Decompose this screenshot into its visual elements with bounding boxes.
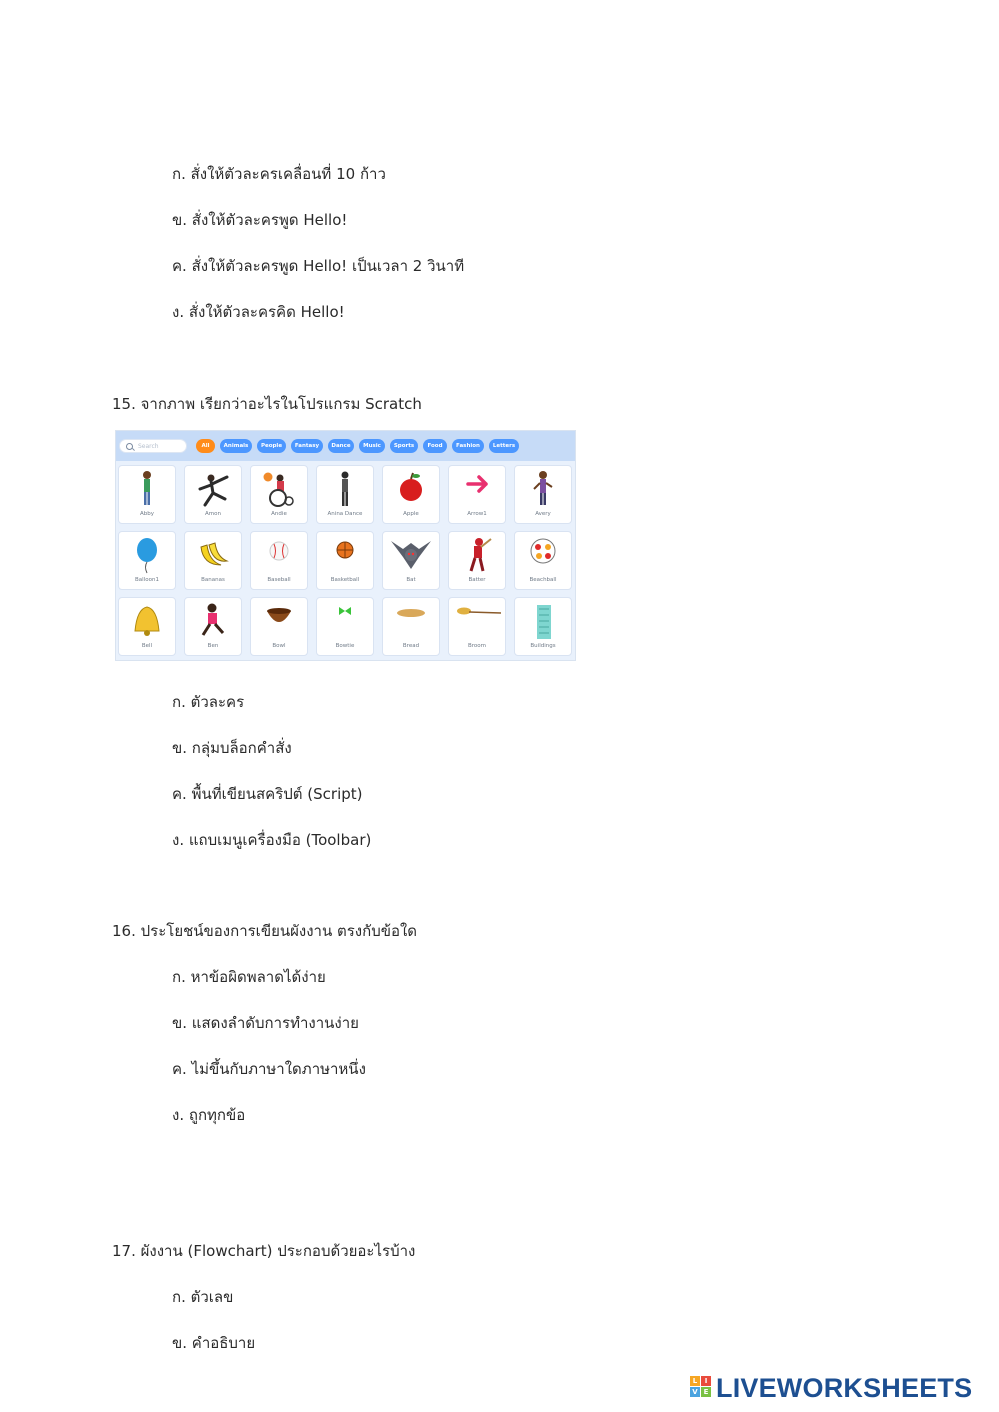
bowl-icon xyxy=(251,601,307,641)
q17-question: 17. ผังงาน (Flowchart) ประกอบด้วยอะไรบ้าง xyxy=(112,1242,416,1260)
tag-sports: Sports xyxy=(390,439,418,453)
q17-option-a[interactable]: ก. ตัวเลข xyxy=(172,1288,234,1306)
tag-dance: Dance xyxy=(328,439,354,453)
tag-food: Food xyxy=(423,439,447,453)
sprite-tile xyxy=(316,465,374,524)
sprite-name: Andie xyxy=(271,511,287,517)
sprite-tile xyxy=(382,597,440,656)
sprite-tile xyxy=(316,597,374,656)
q14-option-c[interactable]: ค. สั่งให้ตัวละครพูด Hello! เป็นเวลา 2 วินาที xyxy=(172,257,465,275)
sprite-tile xyxy=(514,465,572,524)
sprite-name: Amon xyxy=(205,511,221,517)
sprite-tile xyxy=(250,465,308,524)
logo-letter: V xyxy=(690,1387,700,1397)
sprite-name: Avery xyxy=(535,511,551,517)
q16-option-b[interactable]: ข. แสดงลำดับการทำงานง่าย xyxy=(172,1014,359,1032)
sprite-tile xyxy=(184,531,242,590)
q15-question: 15. จากภาพ เรียกว่าอะไรในโปรแกรม Scratch xyxy=(112,395,422,413)
sprite-tile xyxy=(382,465,440,524)
logo-grid-icon xyxy=(690,1376,712,1398)
girl-figure-icon xyxy=(515,469,571,509)
logo-letter: I xyxy=(701,1376,711,1386)
sprite-tile xyxy=(448,597,506,656)
arrow-icon xyxy=(449,469,505,509)
logo-letter: L xyxy=(690,1376,700,1386)
sprite-tile xyxy=(448,465,506,524)
sprite-tile xyxy=(250,597,308,656)
tag-fantasy: Fantasy xyxy=(291,439,323,453)
buildings-icon xyxy=(515,601,571,641)
girl-figure-icon xyxy=(119,469,175,509)
search-placeholder: Search xyxy=(138,443,159,450)
sprite-name: Buildings xyxy=(530,643,556,649)
bananas-icon xyxy=(185,535,241,575)
sprite-name: Abby xyxy=(140,511,154,517)
tag-letters: Letters xyxy=(489,439,519,453)
sprite-tile xyxy=(250,531,308,590)
bowtie-icon xyxy=(317,601,373,641)
q15-option-a[interactable]: ก. ตัวละคร xyxy=(172,693,245,711)
sprite-tile xyxy=(448,531,506,590)
q16-question: 16. ประโยชน์ของการเขียนผังงาน ตรงกับข้อใด xyxy=(112,922,418,940)
dancer-figure-icon xyxy=(185,469,241,509)
q15-option-c[interactable]: ค. พื้นที่เขียนสคริปต์ (Script) xyxy=(172,785,363,803)
q16-option-c[interactable]: ค. ไม่ขึ้นกับภาษาใดภาษาหนึ่ง xyxy=(172,1060,366,1078)
batter-figure-icon xyxy=(449,535,505,575)
bread-icon xyxy=(383,601,439,641)
sprite-name: Bowtie xyxy=(335,643,355,649)
broom-icon xyxy=(449,601,505,641)
sprite-name: Broom xyxy=(467,643,486,649)
basketball-icon xyxy=(317,535,373,575)
tag-music: Music xyxy=(359,439,385,453)
bat-icon xyxy=(383,535,439,575)
sprite-tile xyxy=(514,597,572,656)
sprite-name: Baseball xyxy=(267,577,291,583)
q14-option-a[interactable]: ก. สั่งให้ตัวละครเคลื่อนที่ 10 ก้าว xyxy=(172,165,386,183)
wheelchair-basketball-icon xyxy=(251,469,307,509)
q16-option-a[interactable]: ก. หาข้อผิดพลาดได้ง่าย xyxy=(172,968,326,986)
sprite-name: Batter xyxy=(468,577,486,583)
q15-option-d[interactable]: ง. แถบเมนูเครื่องมือ (Toolbar) xyxy=(172,831,372,849)
sprite-name: Bell xyxy=(141,643,153,649)
library-filter-bar xyxy=(116,431,575,461)
q15-option-b[interactable]: ข. กลุ่มบล็อกคำสั่ง xyxy=(172,739,292,757)
q16-option-d[interactable]: ง. ถูกทุกข้อ xyxy=(172,1106,246,1124)
search-icon xyxy=(126,443,133,450)
logo-text: LIVEWORKSHEETS xyxy=(716,1373,973,1403)
sprite-tile xyxy=(184,597,242,656)
sprite-tile xyxy=(118,531,176,590)
sprite-name: Apple xyxy=(403,511,419,517)
sprite-tile xyxy=(382,531,440,590)
tag-animals: Animals xyxy=(220,439,252,453)
tag-all: All xyxy=(196,439,215,453)
sprite-tile xyxy=(316,531,374,590)
apple-icon xyxy=(383,469,439,509)
sprite-name: Bread xyxy=(402,643,420,649)
logo-letter: E xyxy=(701,1387,711,1397)
beachball-icon xyxy=(515,535,571,575)
tag-people: People xyxy=(257,439,286,453)
baseball-icon xyxy=(251,535,307,575)
sprite-tile xyxy=(118,465,176,524)
q14-option-d[interactable]: ง. สั่งให้ตัวละครคิด Hello! xyxy=(172,303,345,321)
sprite-name: Bowl xyxy=(272,643,286,649)
scratch-sprite-library-image xyxy=(115,430,576,661)
bell-icon xyxy=(119,601,175,641)
q14-option-b[interactable]: ข. สั่งให้ตัวละครพูด Hello! xyxy=(172,211,348,229)
balloon-icon xyxy=(119,535,175,575)
sprite-tile xyxy=(514,531,572,590)
sprite-name: Ben xyxy=(207,643,219,649)
sprite-name: Bat xyxy=(406,577,416,583)
tag-fashion: Fashion xyxy=(452,439,484,453)
sprite-name: Beachball xyxy=(529,577,557,583)
dancer-figure-icon xyxy=(317,469,373,509)
sprite-name: Arrow1 xyxy=(467,511,487,517)
sprite-tile xyxy=(184,465,242,524)
search-input xyxy=(119,439,187,453)
q17-option-b[interactable]: ข. คำอธิบาย xyxy=(172,1334,256,1352)
sprite-name: Basketball xyxy=(330,577,360,583)
sprite-name: Balloon1 xyxy=(135,577,159,583)
sprite-name: Bananas xyxy=(201,577,225,583)
sprite-tile xyxy=(118,597,176,656)
sprite-name: Anina Dance xyxy=(327,511,363,517)
boy-figure-icon xyxy=(185,601,241,641)
